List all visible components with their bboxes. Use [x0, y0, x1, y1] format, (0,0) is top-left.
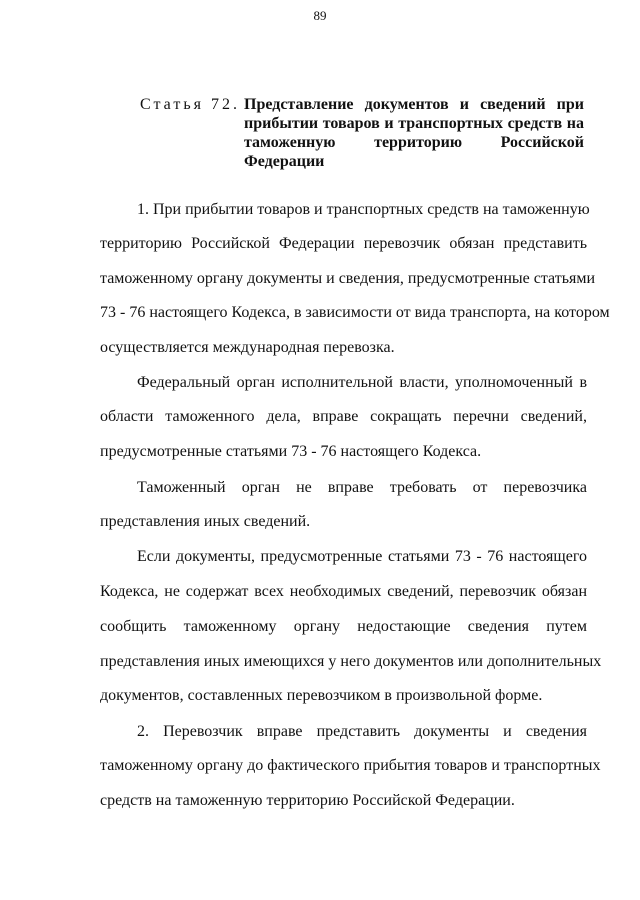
page-number: 89	[313, 8, 327, 23]
body-line: территорию Российской Федерации перевозчик обязан представить	[100, 235, 587, 252]
article-label: Статья 72.	[140, 96, 240, 113]
body-line: Кодекса, не содержат всех необходимых сведений, перевозчик обязан	[100, 583, 587, 600]
body-line: 73 - 76 настоящего Кодекса, в зависимости от вида транспорта, на котором	[100, 304, 610, 321]
body-line: таможенному органу документы и сведения, предусмотренные статьями	[100, 270, 596, 287]
body-line: Таможенный орган не вправе требовать от перевозчика	[137, 479, 587, 496]
article-title: Представление документов и сведений при прибытии товаров и транспортных средств на таможенную территорию Российской Федерации	[244, 96, 584, 170]
body-line: области таможенного дела, вправе сокращать перечни сведений,	[100, 408, 587, 425]
body-line: таможенному органу до фактического прибытия товаров и транспортных	[100, 757, 601, 774]
body-line: документов, составленных перевозчиком в произвольной форме.	[100, 687, 543, 704]
body-line: осуществляется международная перевозка.	[100, 339, 395, 356]
body-line: предусмотренные статьями 73 - 76 настоящего Кодекса.	[100, 443, 482, 460]
body-line: 1. При прибытии товаров и транспортных средств на таможенную	[137, 201, 590, 218]
body-line: представления иных сведений.	[100, 513, 311, 530]
body-line: Если документы, предусмотренные статьями 73 - 76 настоящего	[137, 548, 587, 565]
body-line: 2. Перевозчик вправе представить документы и сведения	[137, 723, 587, 740]
body-line: представления иных имеющихся у него документов или дополнительных	[100, 653, 602, 670]
body-line: сообщить таможенному органу недостающие сведения путем	[100, 618, 587, 635]
body-line: средств на таможенную территорию Российской Федерации.	[100, 792, 515, 809]
body-line: Федеральный орган исполнительной власти, уполномоченный в	[137, 374, 587, 391]
